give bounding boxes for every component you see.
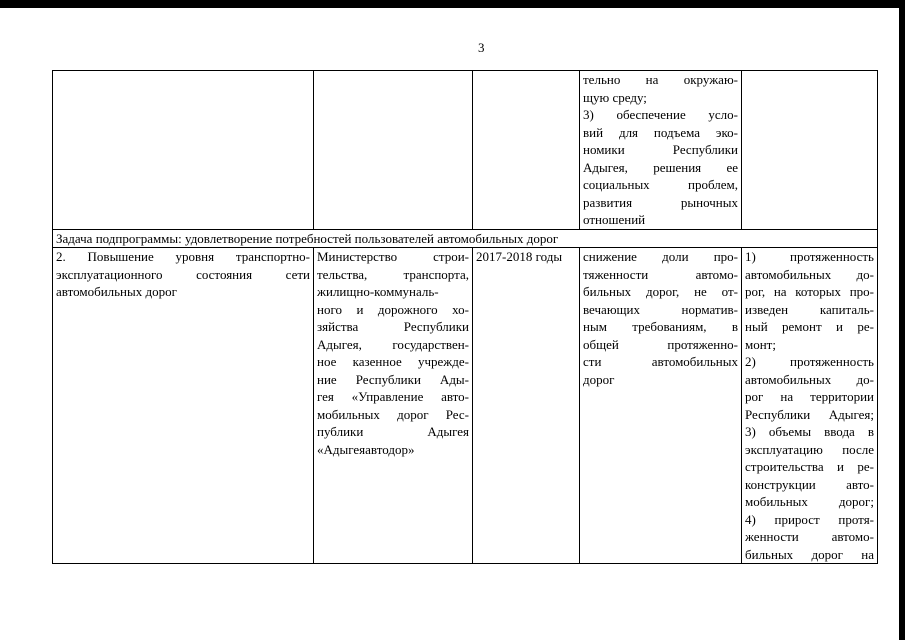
text-line: 2. Повышение уровня транспортно- (56, 249, 310, 264)
text-line: «Адыгеяавтодор» (317, 441, 415, 457)
text-line: ный ремонт и ре- (745, 319, 874, 334)
text-line: номики Республики (583, 142, 738, 157)
text-line: тельства, транспорта, (317, 266, 469, 282)
text-line: автомобильных до- (745, 266, 874, 282)
text-line: рог на территории (745, 389, 874, 404)
text-line: зяйства Республики (317, 319, 469, 334)
text-line: ние Республики Ады- (317, 371, 469, 387)
text-line: публики Адыгея (317, 424, 469, 439)
text-line: Министерство строи- (317, 249, 469, 264)
text-line: мобильных дорог Рес- (317, 406, 469, 422)
scan-top-edge (0, 0, 905, 8)
program-table (52, 70, 878, 564)
page-number: 3 (478, 40, 485, 55)
text-line: ным требованиям, в (583, 319, 738, 334)
cell-empty-2 (314, 71, 473, 230)
cell-empty-3 (473, 71, 580, 230)
text-line: тяженности автомо- (583, 266, 738, 282)
table-row-continued (53, 71, 878, 230)
text-line: вий для подъема эко- (583, 124, 738, 140)
text-line: 3) обеспечение усло- (583, 107, 738, 122)
text-line: строительства и ре- (745, 459, 874, 474)
text-line: автомобильных дорог (56, 284, 177, 299)
cell-expected-result (580, 248, 742, 564)
text-line: эксплуатацию после (745, 441, 874, 457)
task-heading: Задача подпрограммы: удовлетворение потребностей пользователей автомобильных дорог (53, 229, 878, 248)
cell-indicators (742, 248, 878, 564)
text-line: общей протяженно- (583, 336, 738, 352)
text-line: автомобильных до- (745, 371, 874, 387)
text-line: развития рыночных (583, 194, 738, 210)
text-line: женности автомо- (745, 529, 874, 544)
text-line: конструкции авто- (745, 476, 874, 492)
scan-right-edge (899, 0, 905, 640)
text-line: 4) прирост протя- (745, 511, 874, 527)
cell-period: 2017-2018 годы (473, 248, 580, 564)
text-line: 1) протяженность (745, 249, 874, 264)
text-line: бильных дорог, не от- (583, 284, 738, 299)
text-line: сти автомобильных (583, 354, 738, 369)
text-line: Адыгея, решения ее (583, 159, 738, 175)
text-line: изведен капиталь- (745, 301, 874, 317)
text-line: 3) объемы ввода в (745, 424, 874, 439)
text-line: Республики Адыгея; (745, 406, 874, 422)
table-row-task (53, 229, 878, 248)
cell-responsible (314, 248, 473, 564)
text-line: монт; (745, 336, 776, 352)
text-line: отношений (583, 212, 646, 227)
text-line: гея «Управление авто- (317, 389, 469, 404)
text-line: вечающих норматив- (583, 301, 738, 317)
text-line: ное казенное учрежде- (317, 354, 469, 369)
text-line: жилищно-коммуналь- (317, 284, 439, 299)
text-line: мобильных дорог; (745, 494, 874, 509)
text-line: 2) протяженность (745, 354, 874, 369)
text-line: снижение доли про- (583, 249, 738, 264)
cell-event-name (53, 248, 314, 564)
text-line: социальных проблем, (583, 177, 738, 192)
text-line: щую среду; (583, 89, 647, 105)
text-line: тельно на окружаю- (583, 72, 738, 87)
text-line: эксплуатационного состояния сети (56, 266, 310, 282)
text-line: дорог (583, 371, 615, 387)
text-line: бильных дорог на (745, 546, 874, 562)
text-line: рог, на которых про- (745, 284, 874, 299)
table-row-2 (53, 248, 878, 564)
cell-empty-5 (742, 71, 878, 230)
text-line: Адыгея, государствен- (317, 336, 469, 352)
text-line: ного и дорожного хо- (317, 301, 469, 317)
cell-empty-1 (53, 71, 314, 230)
cell-effects-continued (580, 71, 742, 230)
